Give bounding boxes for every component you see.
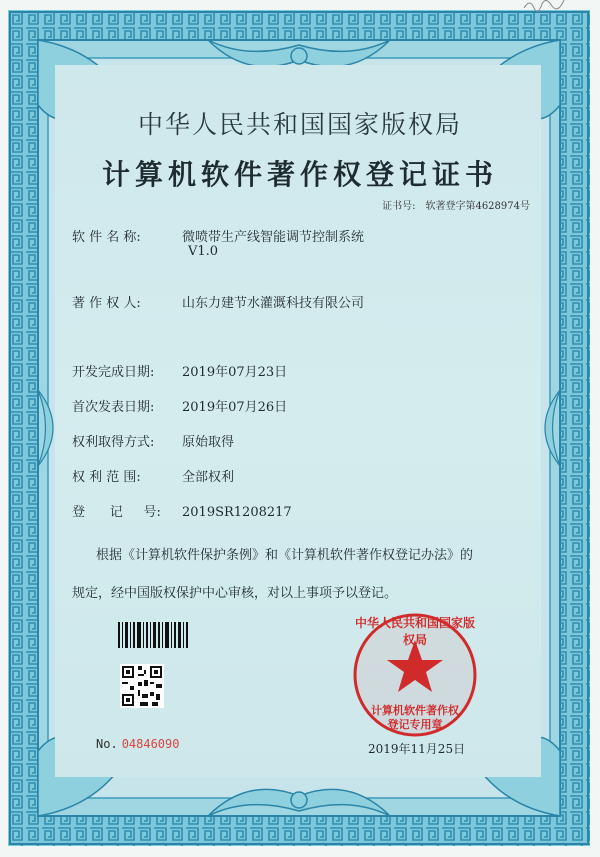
issuing-authority: 中华人民共和国国家版权局 bbox=[137, 110, 462, 139]
field-value: 2019年07月23日 bbox=[182, 365, 288, 380]
field-label: 权 利 范 围: bbox=[72, 470, 141, 485]
serial-value: 04846090 bbox=[121, 737, 180, 751]
barcode bbox=[118, 622, 188, 648]
field-value: 2019SR1208217 bbox=[182, 505, 292, 520]
field-value: 原始取得 bbox=[182, 435, 235, 450]
seal-ring-text: 中华人民共和国国家版权局 bbox=[355, 616, 476, 647]
certificate-number bbox=[372, 197, 530, 212]
field-rights-scope bbox=[72, 466, 234, 485]
field-value: 全部权利 bbox=[182, 470, 235, 485]
certificate-title: 计算机软件著作权登记证书 bbox=[101, 158, 498, 191]
field-value: 2019年07月26日 bbox=[182, 400, 288, 415]
seal-line-1: 计算机软件著作权 bbox=[371, 704, 459, 717]
field-label: 登 记 号: bbox=[72, 505, 161, 520]
field-version: V1.0 bbox=[188, 244, 219, 259]
field-label: 著 作 权 人: bbox=[72, 296, 141, 311]
field-value: 微喷带生产线智能调节控制系统 bbox=[182, 230, 365, 245]
field-first-publish-date bbox=[72, 396, 287, 415]
serial-number bbox=[96, 737, 179, 751]
qr-code bbox=[120, 664, 164, 708]
handwritten-mark bbox=[520, 0, 570, 14]
field-value: 山东力建节水灌溉科技有限公司 bbox=[182, 296, 365, 311]
statement-line-2: 规定，经中国版权保护中心审核，对以上事项予以登记。 bbox=[72, 586, 398, 601]
field-registration-number bbox=[72, 501, 292, 520]
field-label: 权利取得方式: bbox=[72, 435, 155, 450]
certificate-number-value: 软著登字第4628974号 bbox=[425, 201, 530, 212]
statement-line-1: 根据《计算机软件保护条例》和《计算机软件著作权登记办法》的 bbox=[96, 548, 474, 563]
certificate-number-label: 证书号: bbox=[382, 201, 416, 212]
field-copyright-owner bbox=[72, 292, 364, 311]
serial-prefix: No. bbox=[96, 737, 118, 751]
seal-date: 2019年11月25日 bbox=[368, 742, 466, 756]
field-label: 首次发表日期: bbox=[72, 400, 155, 415]
field-acquisition-method bbox=[72, 431, 234, 450]
seal-line-2: 登记专用章 bbox=[387, 718, 443, 731]
field-software-name bbox=[72, 226, 365, 259]
field-dev-completion-date bbox=[72, 361, 287, 380]
field-label: 开发完成日期: bbox=[72, 365, 155, 380]
field-label: 软 件 名 称: bbox=[72, 230, 141, 245]
